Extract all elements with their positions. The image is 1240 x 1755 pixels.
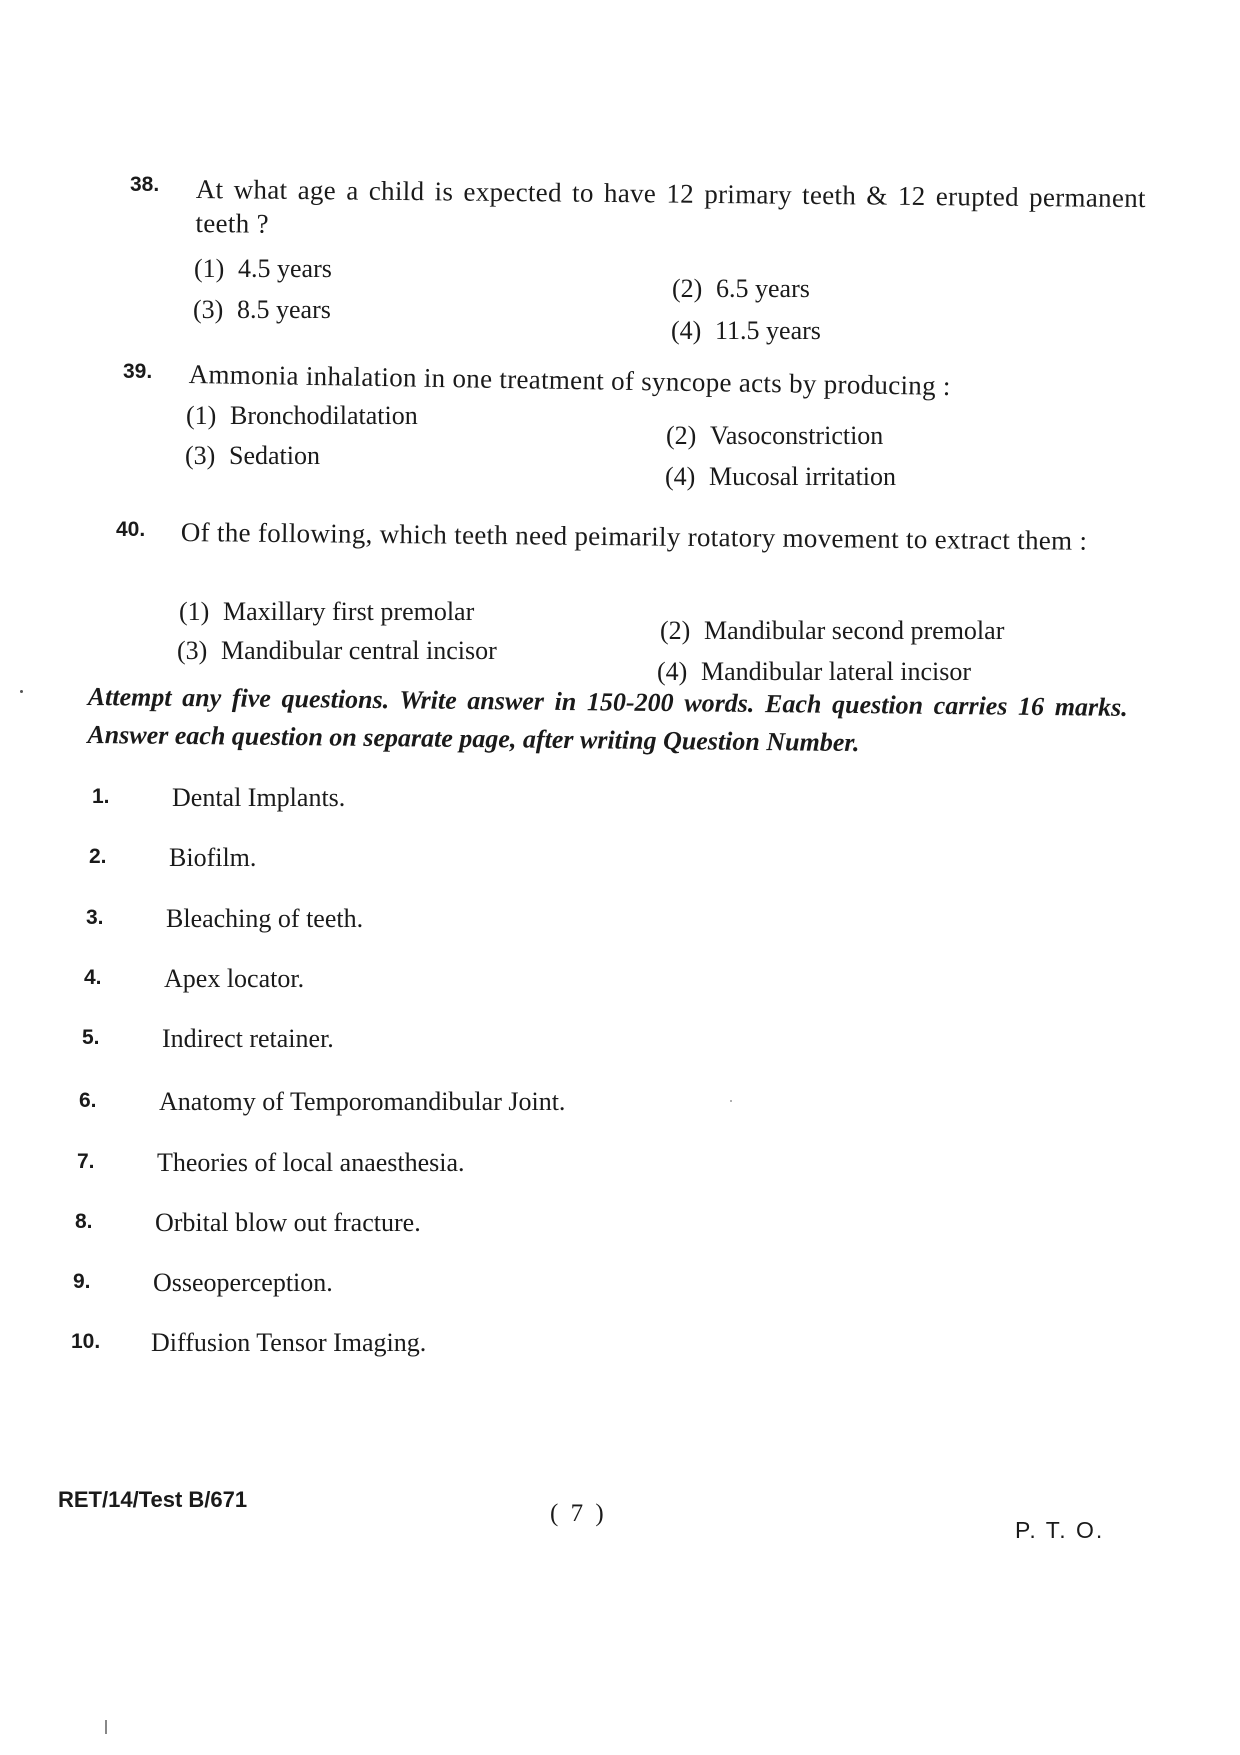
option-2: (2) Mandibular second premolar <box>660 616 1005 645</box>
page-number: ( 7 ) <box>550 1500 607 1527</box>
scan-mark <box>105 1720 107 1734</box>
option-3: (3) Sedation <box>185 441 320 470</box>
option-3: (3) Mandibular central incisor <box>177 636 497 665</box>
option-2: (2) 6.5 years <box>672 274 810 303</box>
option-4: (4) Mandibular lateral incisor <box>657 657 972 686</box>
section-instructions: Attempt any five questions. Write answer in 150-200 words. Each question carries 16 marks. Answer each question on separate page, after writing Question Number. <box>87 681 1128 758</box>
option-1: (1) Maxillary first premolar <box>179 597 475 626</box>
option-2: (2) Vasoconstriction <box>666 421 884 450</box>
option-1: (1) 4.5 years <box>194 254 332 283</box>
please-turn-over: P. T. O. <box>1015 1517 1105 1543</box>
scan-speck <box>20 690 23 693</box>
question-stem: Of the following, which teeth need peimarily rotatory movement to extract them : <box>180 516 1088 556</box>
exam-page: 38. At what age a child is expected to have 12 primary teeth & 12 erupted permanent teeth ? (1) 4.5 years (3) 8.5 years (2) 6.5 years (4) 11.5 years 39. Ammonia inhalation in one treatment of syncope acts by producing : (1) Bronchodilatation (3) Sedation (2) Vasoconstriction (4) Mucosal irritation 40. Of the following, which teeth need peimarily rotatory movement to extract them : (1) Maxillary first premolar (3) Mandibular central incisor (2) Mandibular second premolar (4) Mandibular lateral incisor Attempt any five questions. Write answer in 150-200 words. Each question carries 16 marks. Answer each question on separate page, after writing Question Number. 1. Dental Implants. 2. Biofilm. 3. Bleaching of teeth. 4. Apex locator. 5. Indirect retainer. 6. Anatomy of Temporomandibular Joint. 7. Theories of local anaesthesia. 8. Orbital blow out fracture. 9. Osseoperception. 10. Diffusion Tensor Imaging. RET/14/Test B/671 ( 7 ) P. T. O. <box>0 0 1240 1755</box>
option-4: (4) 11.5 years <box>671 316 821 345</box>
question-number: 39. <box>123 360 153 383</box>
scan-speck <box>730 1100 732 1102</box>
question-stem: At what age a child is expected to have 12 primary teeth & 12 erupted permanent teeth ? <box>195 173 1146 239</box>
question-stem: Ammonia inhalation in one treatment of syncope acts by producing : <box>188 358 951 401</box>
option-1: (1) Bronchodilatation <box>186 401 418 430</box>
question-number: 40. <box>116 518 146 541</box>
paper-code: RET/14/Test B/671 <box>58 1487 248 1512</box>
option-3: (3) 8.5 years <box>193 295 331 324</box>
option-4: (4) Mucosal irritation <box>665 462 897 491</box>
question-number: 38. <box>130 173 160 196</box>
